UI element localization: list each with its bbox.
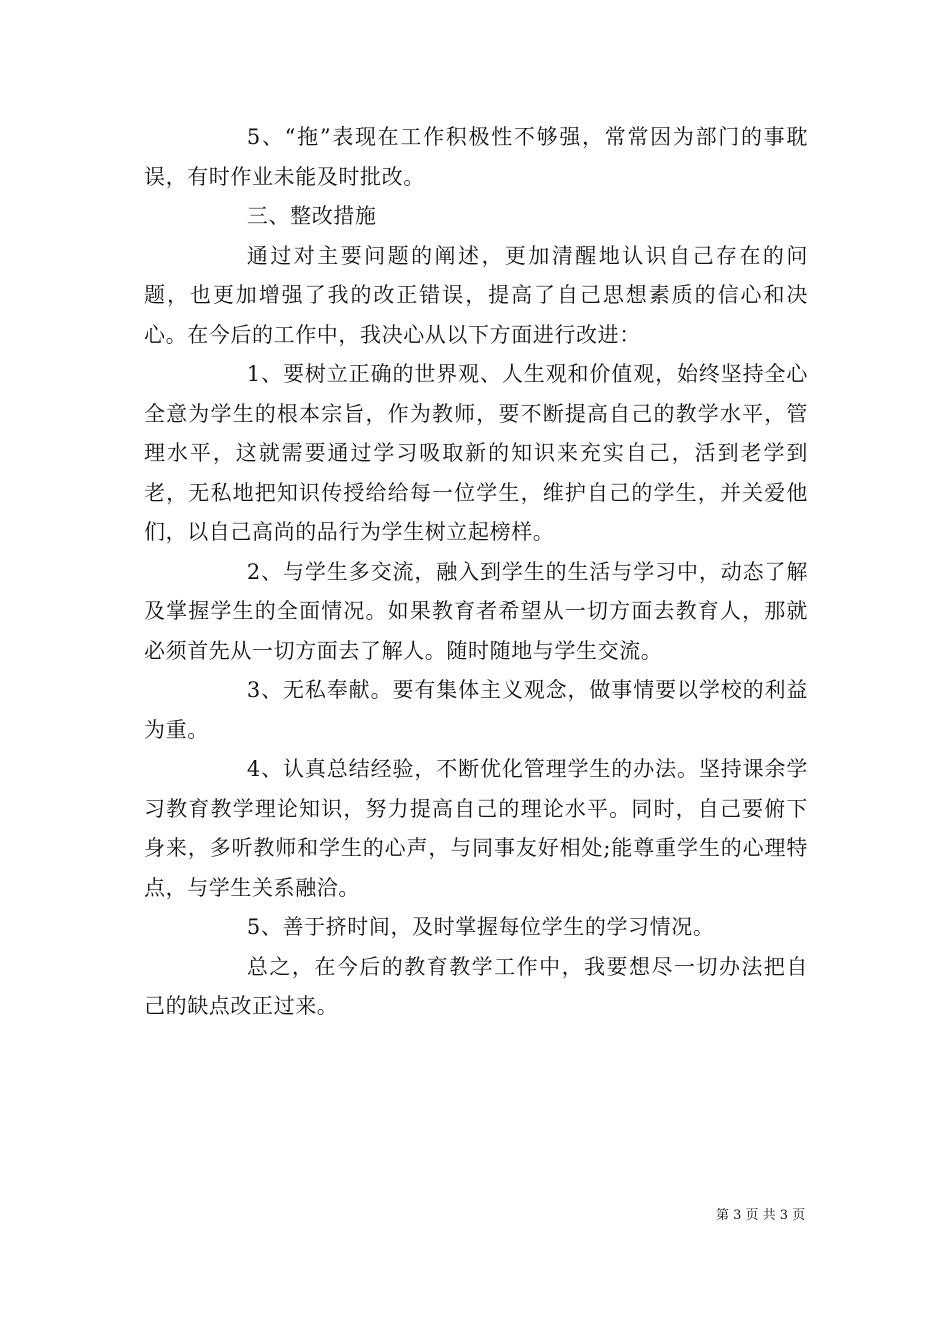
paragraph-measure-2: 2、与学生多交流，融入到学生的生活与学习中，动态了解及掌握学生的全面情况。如果教育者希望从一切方面去教育人，那就必须首先从一切方面去了解人。随时随地与学生交流。 [144, 559, 808, 663]
paragraph-intro-measures: 通过对主要问题的阐述，更加清醒地认识自己存在的问题，也更加增强了我的改正错误，提高了自己思想素质的信心和决心。在今后的工作中，我决心从以下方面进行改进： [144, 243, 808, 347]
paragraph-measure-1: 1、要树立正确的世界观、人生观和价值观，始终坚持全心全意为学生的根本宗旨，作为教师，要不断提高自己的教学水平，管理水平，这就需要通过学习吸取新的知识来充实自己，活到老学到老，无私地把知识传授给给每一位学生，维护自己的学生，并关爱他们，以自己高尚的品行为学生树立起榜样。 [144, 362, 808, 544]
paragraph-measure-5: 5、善于挤时间，及时掌握每位学生的学习情况。 [246, 915, 715, 939]
page-number-footer: 第 3 页 共 3 页 [716, 1208, 806, 1223]
paragraph-point-5-drag: 5、“拖”表现在工作积极性不够强，常常因为部门的事耽误，有时作业未能及时批改。 [144, 125, 808, 189]
paragraph-measure-3: 3、无私奉献。要有集体主义观念，做事情要以学校的利益为重。 [144, 678, 808, 742]
section-heading-rectification: 三、整改措施 [246, 204, 377, 228]
paragraph-measure-4: 4、认真总结经验，不断优化管理学生的办法。坚持课余学习教育教学理论知识，努力提高自己的理论水平。同时，自己要俯下身来，多听教师和学生的心声，与同事友好相处;能尊重学生的心理特点，与学生关系融洽。 [144, 757, 808, 900]
document-body [144, 118, 808, 1027]
paragraph-conclusion: 总之，在今后的教育教学工作中，我要想尽一切办法把自己的缺点改正过来。 [144, 954, 808, 1018]
